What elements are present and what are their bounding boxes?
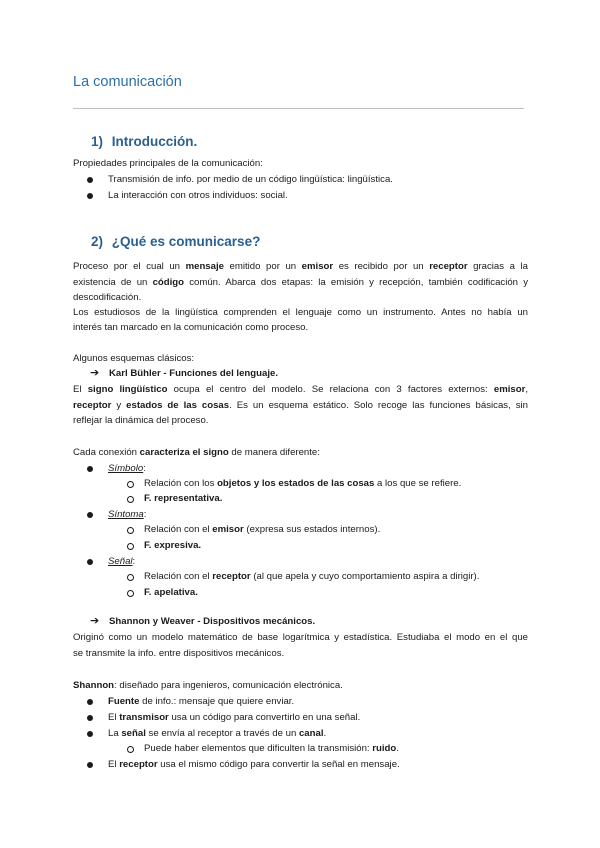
section-2-title: ¿Qué es comunicarse? [111,234,261,249]
simbolo-relation: Relación con los objetos y los estados de las cosas a los que se refiere. [144,478,462,489]
arrow-right-icon: ➔ [90,367,100,379]
schemes-intro: Algunos esquemas clásicos: [73,353,195,364]
bullet-icon [87,699,93,705]
sintoma-relation: Relación con el emisor (expresa sus estados internos). [144,524,381,535]
circle-bullet-icon [127,574,134,581]
buhler-label: Karl Bühler - Funciones del lenguaje. [109,368,278,379]
paragraph-1-line-1: Proceso por el cual un mensaje emitido por un emisor es recibido por un receptor gracias a la [73,261,528,272]
section-1-intro: Propiedades principales de la comunicación: [73,158,263,169]
type-senal: Señal: [108,556,136,567]
shannon-sub-ruido: Puede haber elementos que dificulten la transmisión: ruido. [144,743,399,754]
circle-bullet-icon [127,590,134,597]
type-simbolo: Símbolo: [108,463,146,474]
section-1-heading [91,134,197,149]
circle-bullet-icon [127,481,134,488]
shannon-item-transmisor: El transmisor usa un código para convertirlo en una señal. [108,712,361,723]
circle-bullet-icon [127,527,134,534]
section-1-bullet-1: Transmisión de info. por medio de un código lingüística: lingüística. [108,174,393,185]
bullet-icon [87,177,93,183]
bullet-icon [87,512,93,518]
paragraph-2-line-1: Los estudiosos de la lingüística comprenden el lenguaje como un instrumento. Antes no había un [73,307,528,318]
document-title: La comunicación [73,74,182,90]
buhler-line-2: receptor y estados de las cosas. Es un esquema estático. Solo recoge las funciones básicas, sin [73,400,528,411]
bullet-icon [87,466,93,472]
sintoma-function: F. expresiva. [144,540,202,551]
section-1-title: Introducción. [111,134,198,149]
title-divider [73,108,524,109]
bullet-icon [87,731,93,737]
paragraph-2-line-2: interés tan marcado en la comunicación como proceso. [73,322,309,333]
simbolo-function: F. representativa. [144,493,223,504]
circle-bullet-icon [127,543,134,550]
section-1-bullet-2: La interacción con otros individuos: social. [108,190,288,201]
shannon-intro: Shannon: diseñado para ingenieros, comunicación electrónica. [73,680,343,691]
shannon-weaver-line-2: se transmite la info. entre dispositivos mecánicos. [73,648,285,659]
arrow-right-icon: ➔ [90,615,100,627]
circle-bullet-icon [127,746,134,753]
paragraph-1-line-3: descodificación. [73,292,142,303]
bullet-icon [87,715,93,721]
buhler-line-1: El signo lingüístico ocupa el centro del modelo. Se relaciona con 3 factores externos: emisor, [73,384,529,395]
section-1-number: 1) [91,134,104,149]
circle-bullet-icon [127,496,134,503]
bullet-icon [87,762,93,768]
shannon-item-senal: La señal se envía al receptor a través de un canal. [108,728,327,739]
buhler-line-3: reflejar la dinámica del proceso. [73,415,209,426]
shannon-item-receptor: El receptor usa el mismo código para convertir la señal en mensaje. [108,759,400,770]
section-2-heading [91,234,260,249]
senal-function: F. apelativa. [144,587,198,598]
paragraph-1-line-2: existencia de un código común. Abarca dos etapas: la emisión y recepción, también codificación y [73,277,529,288]
shannon-item-fuente: Fuente de info.: mensaje que quiere enviar. [108,696,295,707]
bullet-icon [87,559,93,565]
senal-relation: Relación con el receptor (al que apela y cuyo comportamiento aspira a dirigir). [144,571,480,582]
type-sintoma: Síntoma: [108,509,147,520]
bullet-icon [87,193,93,199]
section-2-number: 2) [91,234,104,249]
shannon-weaver-line-1: Originó como un modelo matemático de base logarítmica y estadística. Estudiaba el modo en el que [73,632,528,643]
connection-intro: Cada conexión caracteriza el signo de manera diferente: [73,447,320,458]
shannon-weaver-label: Shannon y Weaver - Dispositivos mecánicos. [109,616,316,627]
